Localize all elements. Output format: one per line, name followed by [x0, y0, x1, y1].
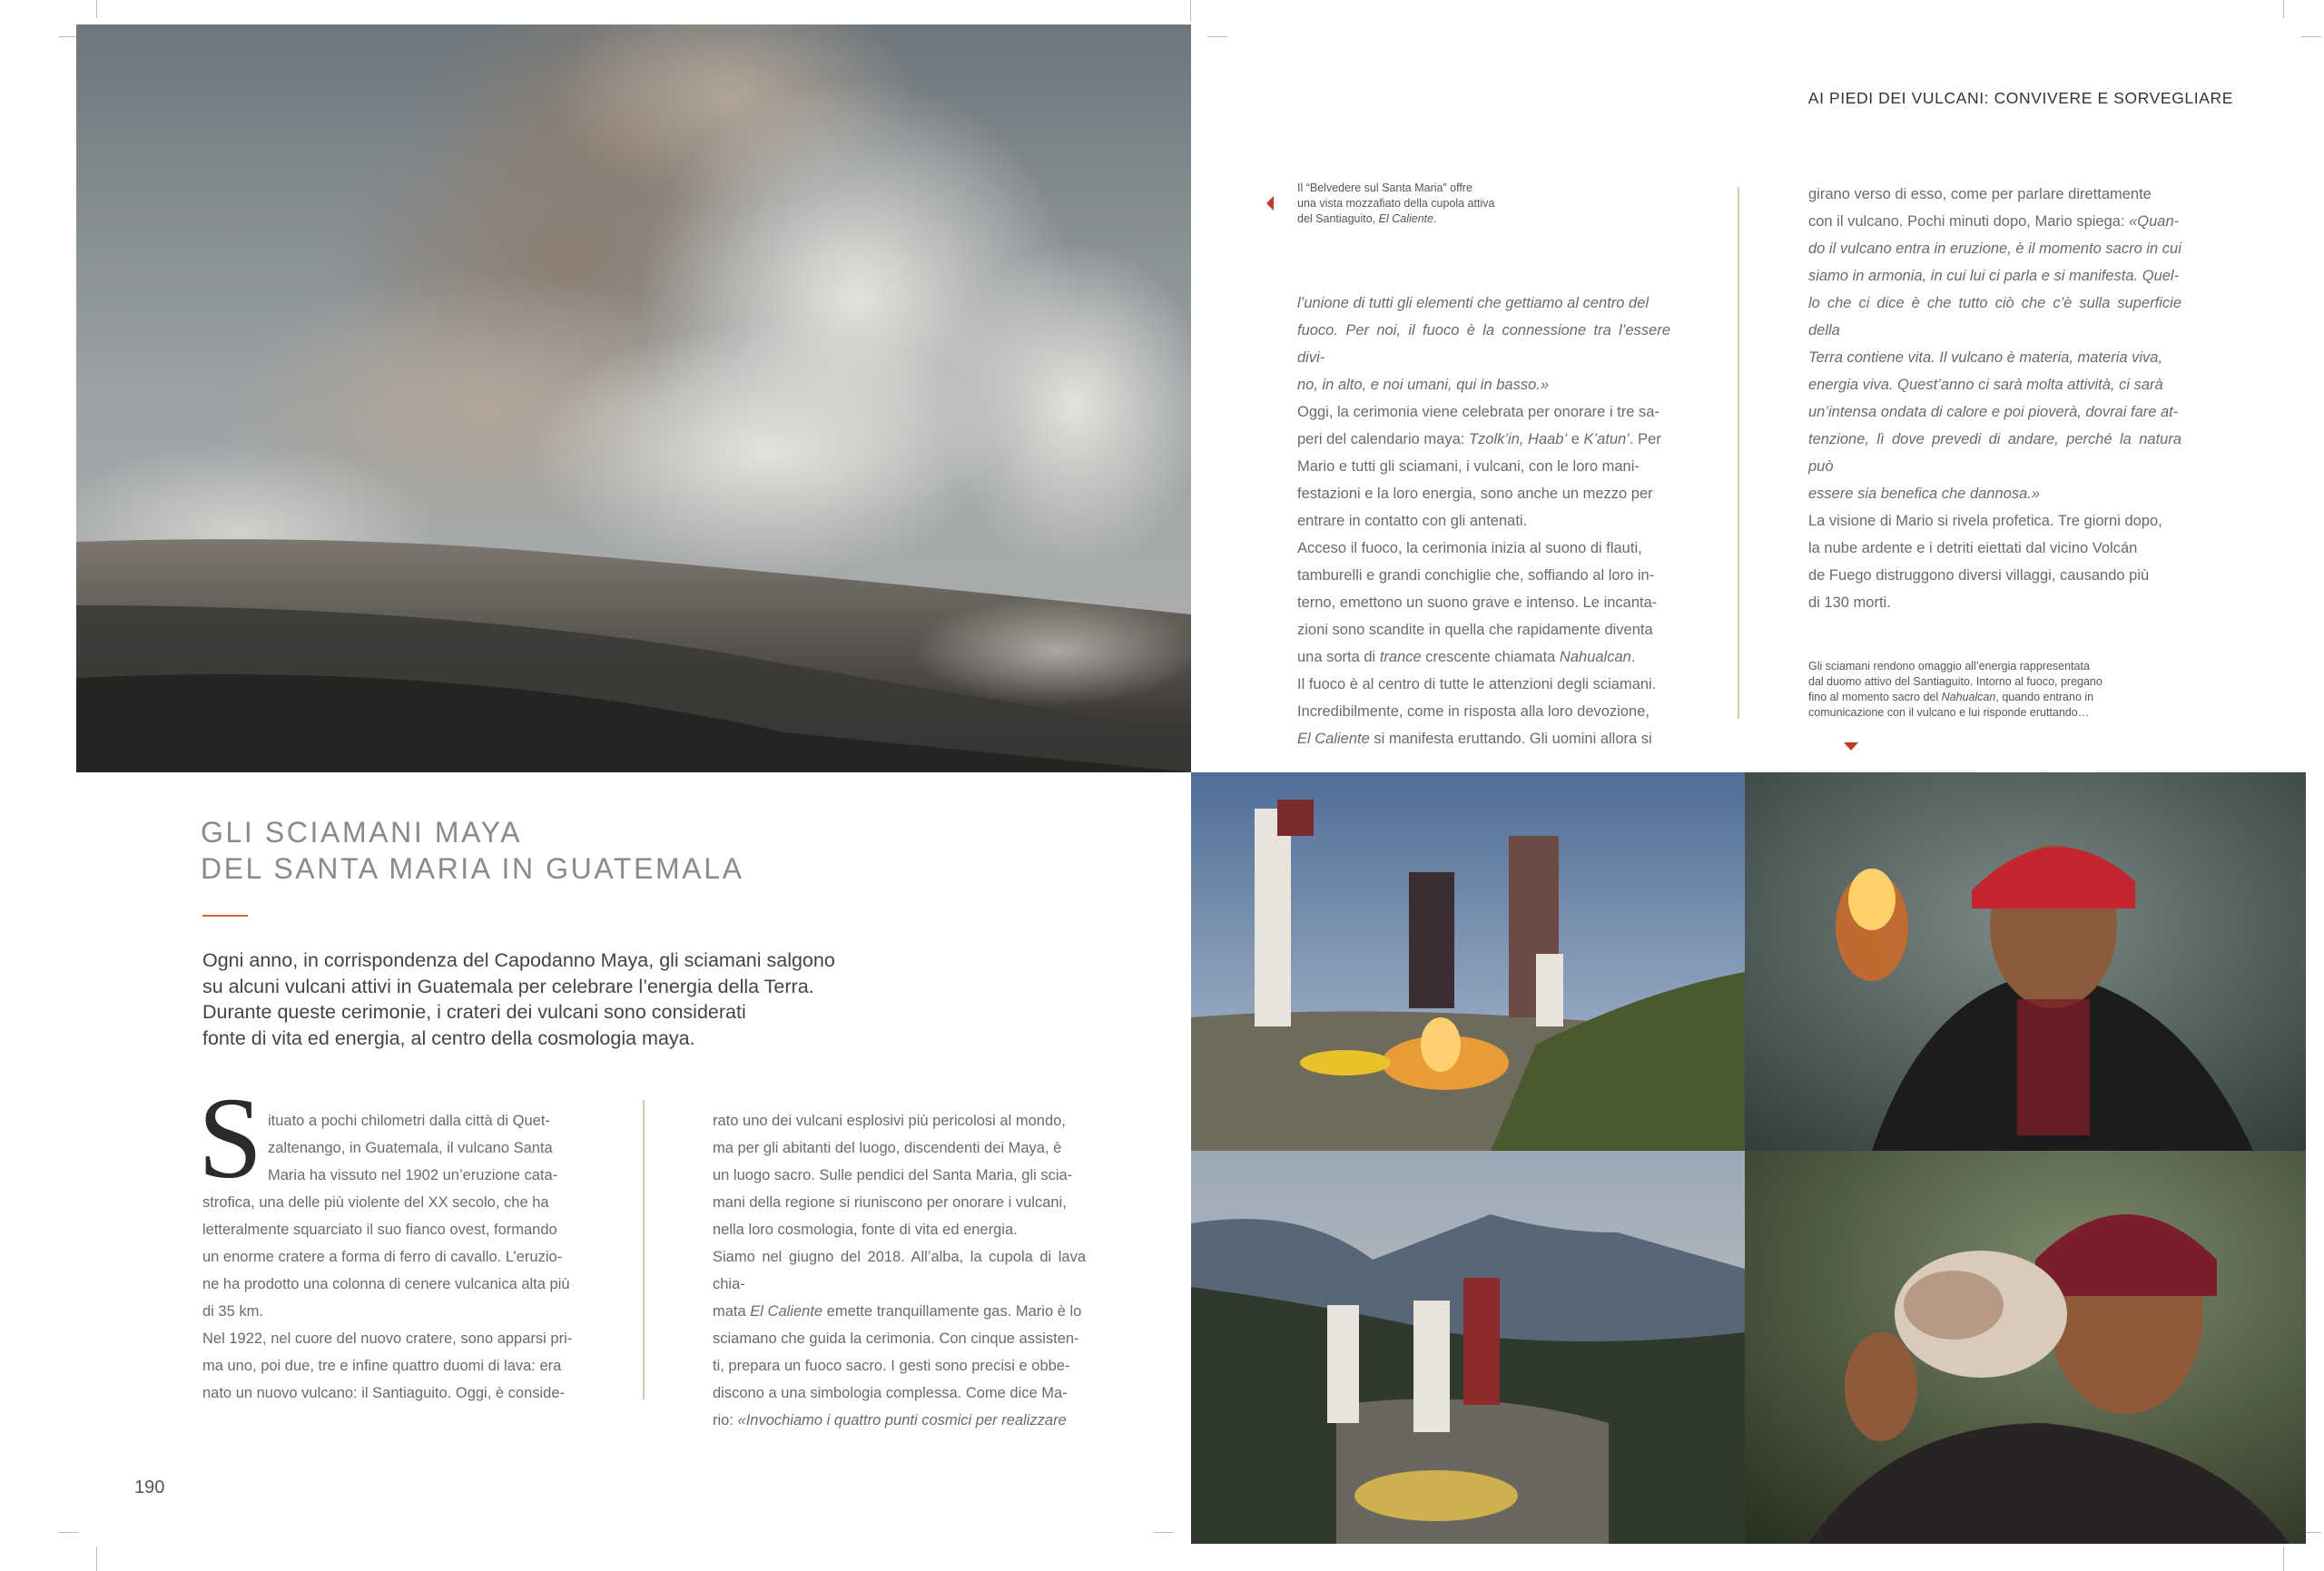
body-line: di 130 morti. [1808, 594, 1891, 611]
body-line: ti, prepara un fuoco sacro. I gesti sono precisi e obbe- [713, 1358, 1070, 1374]
body-line: Maria ha vissuto nel 1902 un’eruzione cata- [268, 1167, 558, 1183]
title-underline [202, 915, 248, 917]
running-head: AI PIEDI DEI VULCANI: CONVIVERE E SORVEGLIARE [1807, 89, 2233, 107]
body-line: Siamo nel giugno del 2018. All’alba, la cupola di lava chia- [713, 1249, 1086, 1292]
body-line: Oggi, la cerimonia viene celebrata per onorare i tre sa- [1297, 404, 1659, 420]
caption-pointer-down-icon [1844, 742, 1858, 751]
title-line: DEL SANTA MARIA IN GUATEMALA [201, 852, 744, 885]
shaman-incense-photo [1745, 772, 2306, 1151]
body-line: siamo in armonia, in cui lui ci parla e si manifesta. Quel- [1808, 268, 2180, 284]
caption-top-line: Il “Belvedere sul Santa Maria” offre [1297, 182, 1472, 194]
body-line: ma per gli abitanti del luogo, discendenti dei Maya, è [713, 1140, 1062, 1156]
crop-mark [2283, 0, 2284, 18]
crop-mark [2301, 36, 2321, 37]
body-line: lo che ci dice è che tutto ciò che c’è sulla superficie della [1808, 295, 2181, 339]
crop-mark [1207, 36, 1227, 37]
body-line: El Caliente si manifesta eruttando. Gli uomini allora si [1297, 731, 1652, 747]
body-column-4 [1808, 181, 2181, 616]
body-line: una sorta di trance crescente chiamata Nahualcan. [1297, 649, 1636, 665]
body-line: girano verso di esso, come per parlare direttamente [1808, 186, 2152, 202]
caption-pointer-left-icon [1266, 196, 1274, 211]
standfirst-line: su alcuni vulcani attivi in Guatemala per celebrare l’energia della Terra. [202, 975, 814, 997]
article-title [201, 814, 744, 887]
body-line: mani della regione si riuniscono per onorare i vulcani, [713, 1194, 1067, 1211]
body-line: do il vulcano entra in eruzione, è il momento sacro in cui [1808, 241, 2181, 257]
crop-mark [58, 36, 78, 37]
crop-mark [1190, 0, 1191, 22]
body-line: tenzione, lì dove prevedi di andare, perché la natura può [1808, 431, 2181, 475]
body-line: ne ha prodotto una colonna di cenere vulcanica alta più [202, 1276, 570, 1292]
body-line: Terra contiene vita. Il vulcano è materia, materia viva, [1808, 349, 2163, 366]
caption-top [1297, 181, 1533, 227]
body-line: un luogo sacro. Sulle pendici del Santa Maria, gli scia- [713, 1167, 1073, 1183]
body-line: mata El Caliente emette tranquillamente gas. Mario è lo [713, 1303, 1082, 1320]
body-line: l’unione di tutti gli elementi che gettiamo al centro del [1297, 295, 1649, 311]
body-line: entrare in contatto con gli antenati. [1297, 513, 1528, 529]
caption-bottom-line: dal duomo attivo del Santiaguito. Intorno al fuoco, pregano [1808, 675, 2102, 688]
body-line: Incredibilmente, come in risposta alla loro devozione, [1297, 703, 1649, 720]
body-column-3 [1297, 290, 1670, 752]
body-line: rio: «Invochiamo i quattro punti cosmici per realizzare [713, 1412, 1067, 1429]
body-line: Acceso il fuoco, la cerimonia inizia al suono di flauti, [1297, 540, 1642, 556]
crop-mark [96, 1546, 97, 1571]
body-line: peri del calendario maya: Tzolk’in, Haab’ e K’atun’. Per [1297, 431, 1661, 447]
standfirst-line: fonte di vita ed energia, al centro della cosmologia maya. [202, 1026, 695, 1049]
crop-mark [2283, 1546, 2284, 1571]
body-line: tamburelli e grandi conchiglie che, soffiando al loro in- [1297, 567, 1655, 584]
standfirst [202, 948, 856, 1051]
body-line: La visione di Mario si rivela profetica. Tre giorni dopo, [1808, 513, 2162, 529]
body-line: rato uno dei vulcani esplosivi più pericolosi al mondo, [713, 1113, 1066, 1129]
title-line: GLI SCIAMANI MAYA [201, 816, 523, 849]
body-line: nato un nuovo vulcano: il Santiaguito. Oggi, è conside- [202, 1385, 566, 1401]
caption-top-line: una vista mozzafiato della cupola attiva [1297, 197, 1495, 210]
body-line: ituato a pochi chilometri dalla città di Quet- [268, 1113, 550, 1129]
body-line: nella loro cosmologia, fonte di vita ed energia. [713, 1222, 1018, 1238]
caption-bottom-line: fino al momento sacro del Nahualcan, quando entrano in [1808, 691, 2094, 703]
body-line: energia viva. Quest’anno ci sarà molta attività, ci sarà [1808, 377, 2163, 393]
body-line: sciamano che guida la cerimonia. Con cinque assisten- [713, 1330, 1079, 1347]
body-line: di 35 km. [202, 1303, 263, 1320]
body-line: essere sia benefica che dannosa.» [1808, 486, 2041, 502]
drop-cap: S [198, 1074, 263, 1203]
body-line: zaltenango, in Guatemala, il vulcano Santa [268, 1140, 553, 1156]
body-line: Nel 1922, nel cuore del nuovo cratere, sono apparsi pri- [202, 1330, 573, 1347]
standfirst-line: Ogni anno, in corrispondenza del Capodanno Maya, gli sciamani salgono [202, 949, 835, 971]
body-line: discono a una simbologia complessa. Come dice Ma- [713, 1385, 1068, 1401]
shaman-conch-photo [1745, 1151, 2306, 1544]
column-divider [1738, 187, 1739, 719]
body-column-1 [202, 1107, 576, 1407]
caption-bottom-line: Gli sciamani rendono omaggio all’energia rappresentata [1808, 660, 2090, 673]
body-line: un enorme cratere a forma di ferro di cavallo. L’eruzio- [202, 1249, 563, 1265]
crop-mark [96, 0, 97, 18]
body-line: zioni sono scandite in quella che rapidamente diventa [1297, 622, 1653, 638]
body-line: con il vulcano. Pochi minuti dopo, Mario spiega: «Quan- [1808, 213, 2180, 230]
body-line: fuoco. Per noi, il fuoco è la connessione tra l’essere divi- [1297, 322, 1670, 366]
ceremony-fire-photo [1191, 772, 1745, 1151]
volcano-eruption-photo [76, 25, 1191, 772]
caption-top-line: del Santiaguito, El Caliente. [1297, 212, 1437, 225]
caption-bottom-line: comunicazione con il vulcano e lui risponde eruttando… [1808, 706, 2090, 719]
body-line: no, in alto, e noi umani, qui in basso.» [1297, 377, 1550, 393]
page-number: 190 [134, 1478, 165, 1497]
crop-mark [58, 1532, 78, 1533]
body-line: Il fuoco è al centro di tutte le attenzioni degli sciamani. [1297, 676, 1657, 692]
body-line: ma uno, poi due, tre e infine quattro duomi di lava: era [202, 1358, 562, 1374]
body-line: de Fuego distruggono diversi villaggi, causando più [1808, 567, 2150, 584]
body-line: Mario e tutti gli sciamani, i vulcani, con le loro mani- [1297, 458, 1640, 475]
body-line: un’intensa ondata di calore e poi pioverà, dovrai fare at- [1808, 404, 2179, 420]
caption-bottom [1808, 659, 2171, 721]
body-line: la nube ardente e i detriti eiettati dal vicino Volcán [1808, 540, 2138, 556]
body-line: strofica, una delle più violente del XX secolo, che ha [202, 1194, 549, 1211]
ceremony-mountains-photo [1191, 1151, 1745, 1544]
body-line: festazioni e la loro energia, sono anche un mezzo per [1297, 486, 1653, 502]
standfirst-line: Durante queste cerimonie, i crateri dei vulcani sono considerati [202, 1001, 746, 1023]
body-line: terno, emettono un suono grave e intenso. Le incanta- [1297, 594, 1658, 611]
body-line: letteralmente squarciato il suo fianco ovest, formando [202, 1222, 557, 1238]
column-divider [643, 1100, 645, 1399]
crop-mark [1154, 1532, 1174, 1533]
body-column-2 [713, 1107, 1086, 1434]
